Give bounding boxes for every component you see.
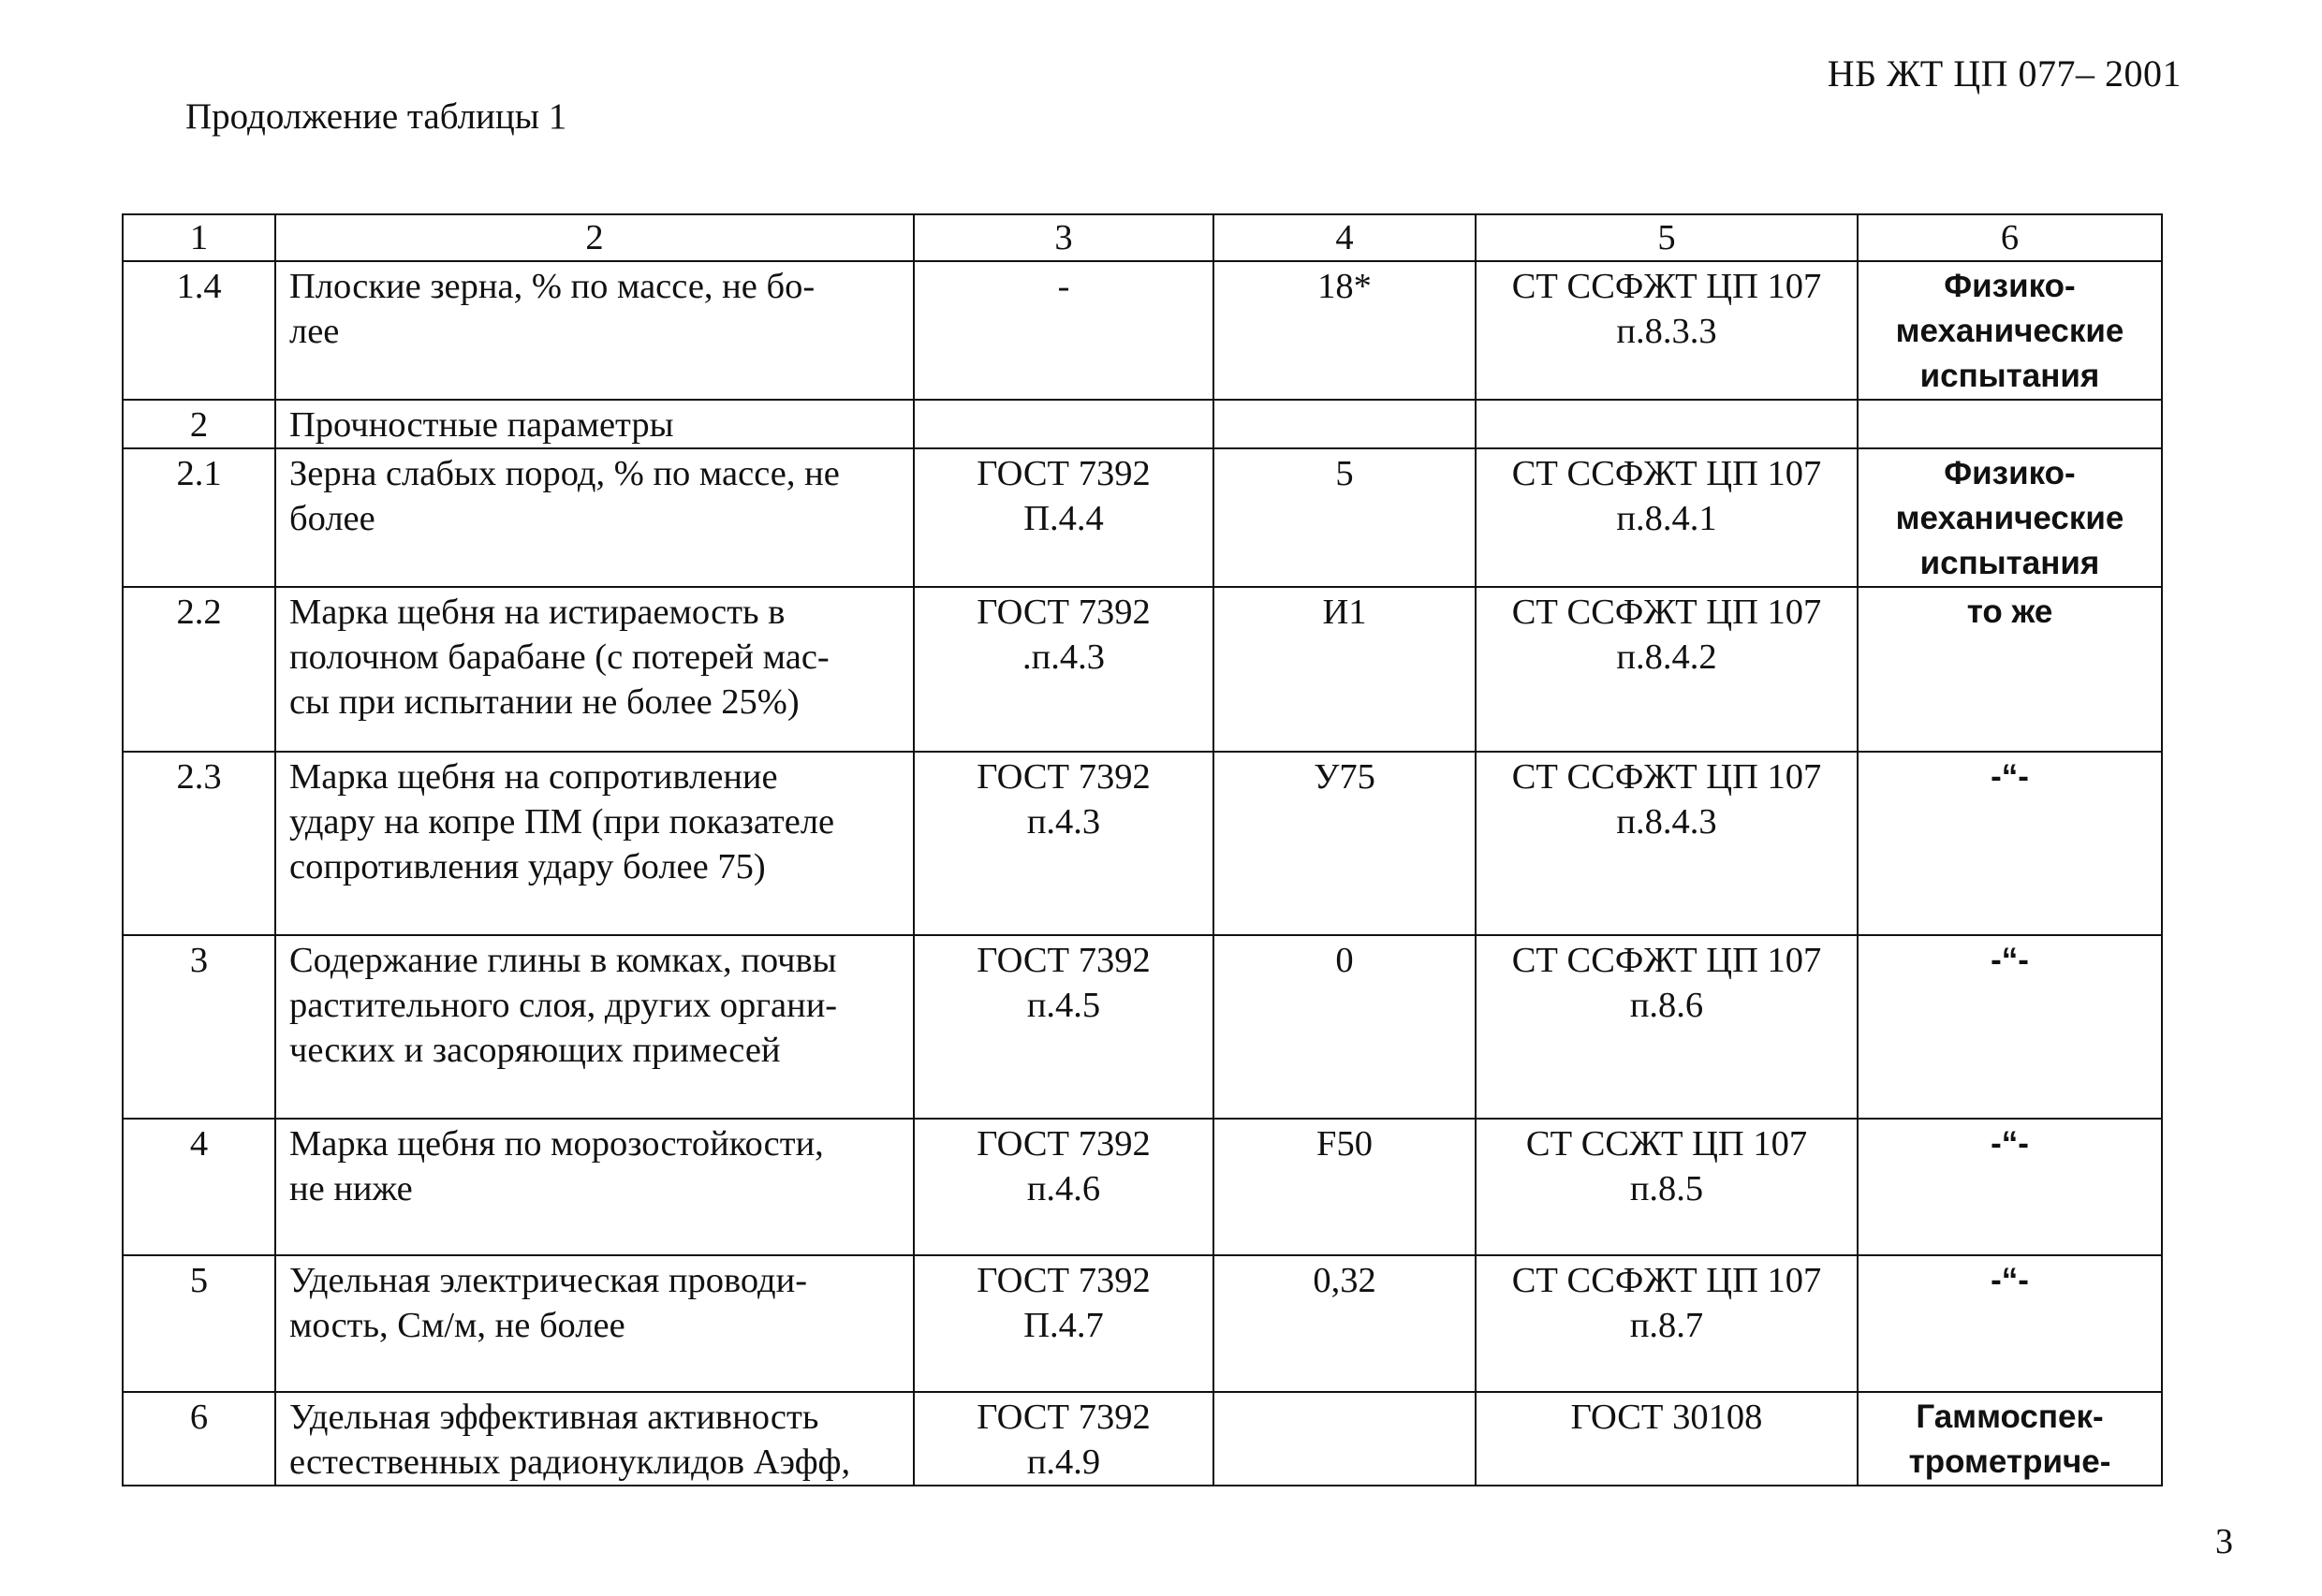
table-row (123, 1392, 2162, 1486)
standard-reference-line: п.4.5 (1026, 986, 1101, 1025)
table-row (123, 752, 2162, 935)
test-type-line: механические (1895, 500, 2124, 536)
test-method-line: СТ ССФЖТ ЦП 107 (1511, 593, 1822, 632)
parameter-name-line: Марка щебня на истираемость в (289, 593, 786, 632)
test-method-cell (1476, 1255, 1858, 1392)
table-row (123, 448, 2162, 587)
parameter-name-line: растительного слоя, других органи- (289, 986, 838, 1025)
standard-reference-line: п.4.3 (1026, 802, 1101, 842)
test-method-line: СТ ССФЖТ ЦП 107 (1511, 941, 1822, 980)
test-method-cell (1476, 587, 1858, 752)
standard-reference-cell (914, 752, 1213, 935)
row-number-cell: 4 (123, 1119, 275, 1255)
test-method-line: СТ ССФЖТ ЦП 107 (1511, 454, 1822, 493)
parameter-name-line: более (289, 499, 375, 538)
standard-reference-line: ГОСТ 7392 (977, 593, 1151, 632)
table-row (123, 400, 2162, 448)
requirement-value-cell: F50 (1213, 1119, 1476, 1255)
parameter-name-cell (275, 587, 914, 752)
test-type-line: испытания (1919, 358, 2100, 394)
requirement-value-cell (1213, 1392, 1476, 1486)
test-type-cell (1858, 935, 2162, 1119)
standard-reference-line: ГОСТ 7392 (977, 1124, 1151, 1164)
test-type-cell (1858, 587, 2162, 752)
column-number: 4 (1213, 214, 1476, 261)
standard-reference-cell (914, 261, 1213, 400)
standard-reference-cell (914, 587, 1213, 752)
test-method-line: СТ ССФЖТ ЦП 107 (1511, 1261, 1822, 1300)
standard-reference-line: .п.4.3 (1022, 637, 1105, 677)
parameter-name-line: Удельная электрическая проводи- (289, 1261, 808, 1300)
row-number-cell: 6 (123, 1392, 275, 1486)
test-type-line: Физико- (1944, 455, 2076, 491)
row-number-cell: 2.1 (123, 448, 275, 587)
parameter-name-line: ческих и засоряющих примесей (289, 1031, 781, 1070)
parameter-name-line: сы при испытании не более 25%) (289, 682, 800, 722)
parameter-name-line: Прочностные параметры (289, 405, 674, 445)
parameter-name-cell (275, 448, 914, 587)
row-number-cell: 2.2 (123, 587, 275, 752)
column-number: 2 (275, 214, 914, 261)
test-method-line: п.8.7 (1629, 1306, 1704, 1345)
row-number-cell: 2 (123, 400, 275, 448)
column-number: 3 (914, 214, 1213, 261)
standard-reference-line: ГОСТ 7392 (977, 1398, 1151, 1437)
parameter-name-cell (275, 752, 914, 935)
parameter-name-line: лее (289, 312, 340, 351)
parameter-name-line: Содержание глины в комках, почвы (289, 941, 837, 980)
parameter-name-cell (275, 935, 914, 1119)
parameter-name-line: удару на копре ПМ (при показателе (289, 802, 835, 842)
parameter-name-line: не ниже (289, 1169, 413, 1208)
table-row (123, 935, 2162, 1119)
test-method-line: п.8.4.1 (1616, 499, 1717, 538)
test-type-line: Физико- (1944, 268, 2076, 304)
test-type-cell (1858, 448, 2162, 587)
test-method-cell (1476, 1392, 1858, 1486)
parameter-name-line: Удельная эффективная активность (289, 1398, 819, 1437)
column-number: 6 (1858, 214, 2162, 261)
standard-reference-cell (914, 1255, 1213, 1392)
table-row (123, 1255, 2162, 1392)
test-method-cell (1476, 1119, 1858, 1255)
test-method-line: п.8.3.3 (1616, 312, 1717, 351)
standard-reference-line: - (1057, 267, 1070, 306)
standard-reference-cell (914, 1119, 1213, 1255)
standard-reference-line: ГОСТ 7392 (977, 454, 1151, 493)
requirement-value-cell: 0 (1213, 935, 1476, 1119)
parameter-name-cell (275, 1392, 914, 1486)
column-number: 5 (1476, 214, 1858, 261)
requirement-value-cell: 5 (1213, 448, 1476, 587)
requirement-value-cell: 18* (1213, 261, 1476, 400)
test-type-line: -“- (1991, 758, 2029, 795)
test-type-line: -“- (1991, 942, 2029, 978)
standard-reference-line: П.4.4 (1023, 499, 1104, 538)
test-method-cell (1476, 752, 1858, 935)
test-type-line: -“- (1991, 1125, 2029, 1162)
standard-reference-line: ГОСТ 7392 (977, 757, 1151, 797)
test-type-cell (1858, 261, 2162, 400)
test-type-line: трометриче- (1908, 1443, 2111, 1480)
parameter-name-line: сопротивления удару более 75) (289, 847, 766, 886)
test-method-line: п.8.4.3 (1616, 802, 1717, 842)
test-method-line: СТ ССФЖТ ЦП 107 (1511, 757, 1822, 797)
parameter-name-line: Марка щебня по морозостойкости, (289, 1124, 824, 1164)
table-row (123, 1119, 2162, 1255)
standard-reference-line: ГОСТ 7392 (977, 1261, 1151, 1300)
parameter-name-line: мость, См/м, не более (289, 1306, 625, 1345)
column-number: 1 (123, 214, 275, 261)
standard-reference-cell (914, 1392, 1213, 1486)
test-method-cell (1476, 400, 1858, 448)
parameter-name-cell (275, 400, 914, 448)
specification-table (122, 213, 2163, 1486)
column-number-row (123, 214, 2162, 261)
parameter-name-cell (275, 261, 914, 400)
test-type-cell (1858, 400, 2162, 448)
table-row (123, 261, 2162, 400)
test-method-cell (1476, 261, 1858, 400)
parameter-name-line: естественных радионуклидов Аэфф, (289, 1442, 851, 1482)
table-row (123, 587, 2162, 752)
test-type-cell (1858, 1119, 2162, 1255)
test-method-line: п.8.4.2 (1616, 637, 1717, 677)
parameter-name-cell (275, 1255, 914, 1392)
parameter-name-cell (275, 1119, 914, 1255)
standard-reference-cell (914, 400, 1213, 448)
document-code: НБ ЖТ ЦП 077– 2001 (1827, 52, 2182, 95)
requirement-value-cell: 0,32 (1213, 1255, 1476, 1392)
standard-reference-line: п.4.6 (1026, 1169, 1101, 1208)
standard-reference-line: П.4.7 (1023, 1306, 1104, 1345)
test-type-cell (1858, 1392, 2162, 1486)
test-type-line: испытания (1919, 545, 2100, 581)
test-type-cell (1858, 1255, 2162, 1392)
row-number-cell: 2.3 (123, 752, 275, 935)
test-type-line: -“- (1991, 1262, 2029, 1298)
standard-reference-line: ГОСТ 7392 (977, 941, 1151, 980)
parameter-name-line: Марка щебня на сопротивление (289, 757, 778, 797)
row-number-cell: 5 (123, 1255, 275, 1392)
requirement-value-cell: И1 (1213, 587, 1476, 752)
standard-reference-cell (914, 448, 1213, 587)
test-type-line: то же (1966, 593, 2053, 630)
requirement-value-cell: У75 (1213, 752, 1476, 935)
row-number-cell: 1.4 (123, 261, 275, 400)
test-method-line: п.8.5 (1629, 1169, 1704, 1208)
test-method-line: СТ ССФЖТ ЦП 107 (1511, 267, 1822, 306)
test-method-line: п.8.6 (1629, 986, 1704, 1025)
standard-reference-cell (914, 935, 1213, 1119)
requirement-value-cell (1213, 400, 1476, 448)
test-method-cell (1476, 448, 1858, 587)
test-type-line: механические (1895, 313, 2124, 349)
standard-reference-line: п.4.9 (1026, 1442, 1101, 1482)
parameter-name-line: полочном барабане (с потерей мас- (289, 637, 830, 677)
test-type-line: Гаммоспек- (1916, 1398, 2104, 1435)
table-continuation-caption: Продолжение таблицы 1 (185, 96, 567, 137)
test-method-line: ГОСТ 30108 (1570, 1398, 1763, 1437)
test-method-cell (1476, 935, 1858, 1119)
page-number: 3 (2215, 1522, 2233, 1561)
row-number-cell: 3 (123, 935, 275, 1119)
parameter-name-line: Зерна слабых пород, % по массе, не (289, 454, 840, 493)
test-type-cell (1858, 752, 2162, 935)
test-method-line: СТ ССЖТ ЦП 107 (1525, 1124, 1808, 1164)
parameter-name-line: Плоские зерна, % по массе, не бо- (289, 267, 816, 306)
